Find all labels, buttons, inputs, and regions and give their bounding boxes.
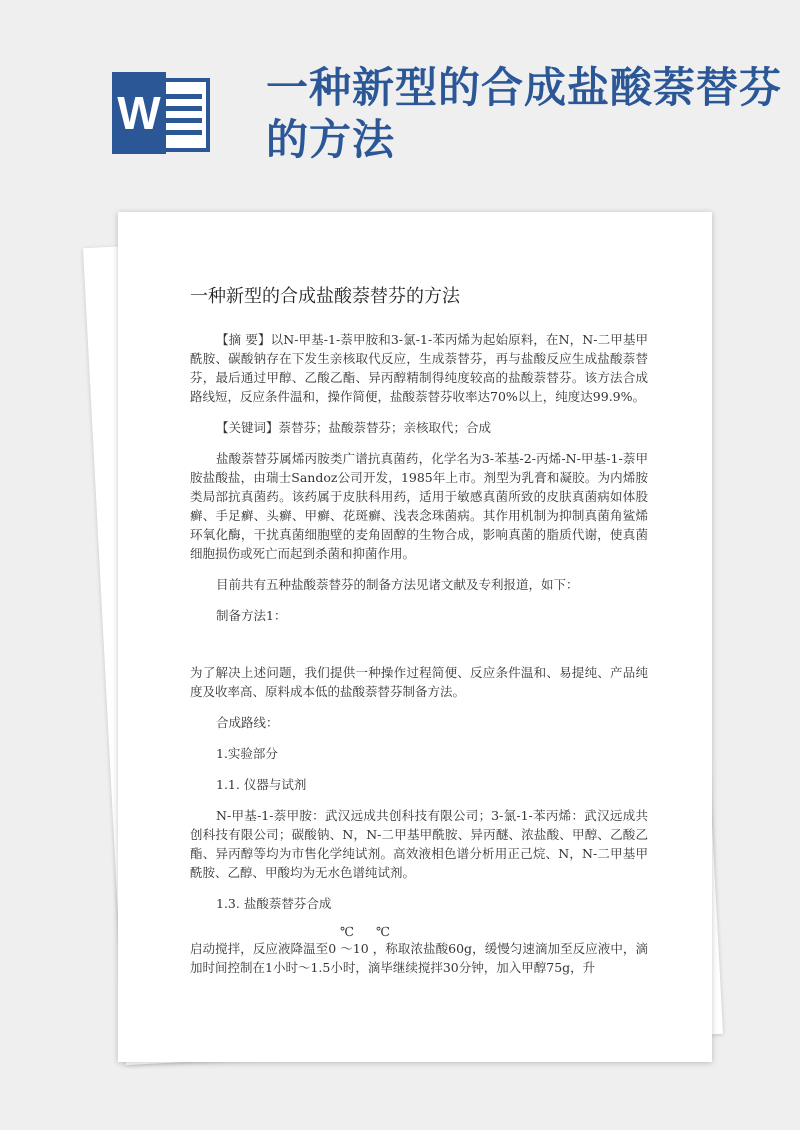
reagents-paragraph: N-甲基-1-萘甲胺：武汉远成共创科技有限公司；3-氯-1-苯丙烯：武汉远成共创科技有限公司；碳酸钠、N，N-二甲基甲酰胺、异丙醚、浓盐酸、甲醇、乙酸乙酯、异丙醇等均为市售化学纯试剂。高效液相色谱分析用正己烷、N，N-二甲基甲酰胺、乙醇、甲酸均为无水色谱纯试剂。: [190, 808, 648, 880]
route-label: 合成路线：: [216, 715, 279, 730]
temperature-units: [190, 925, 648, 939]
intro-paragraph: 盐酸萘替芬属烯丙胺类广谱抗真菌药，化学名为3-苯基-2-丙烯-N-甲基-1-萘甲胺盐酸盐，由瑞士Sandoz公司开发，1985年上市。剂型为乳膏和凝胶。为内烯胺类局部抗真菌药。该药属于皮肤科用药，适用于敏感真菌所致的皮肤真菌病如体股癣、手足癣、头癣、甲癣、花斑癣、浅表念珠菌病。其作用机制为抑制真菌角鲨烯环氧化酶，干扰真菌细胞壁的麦角固醇的生物合成，影响真菌的脂质代谢，使真菌细胞损伤或死亡而起到杀菌和抑菌作用。: [190, 451, 648, 561]
abstract-paragraph: 【摘 要】以N-甲基-1-萘甲胺和3-氯-1-苯丙烯为起始原料，在N，N-二甲基甲酰胺、碳酸钠存在下发生亲核取代反应，生成萘替芬，再与盐酸反应生成盐酸萘替芬，最后通过甲醇、乙酸乙酯、异丙醇精制得纯度较高的盐酸萘替芬。该方法合成路线短，反应条件温和，操作简便，盐酸萘替芬收率达70%以上，纯度达99.9%。: [190, 332, 648, 404]
subsection-heading: 1.3. 盐酸萘替芬合成: [216, 896, 332, 911]
procedure-paragraph: 启动搅拌，反应液降温至0 ～10 ，称取浓盐酸60g，缓慢匀速滴加至反应液中，滴加时间控制在1小时～1.5小时，滴毕继续搅拌30分钟，加入甲醇75g，升: [190, 941, 648, 975]
temp-unit: ℃: [340, 924, 354, 939]
temp-unit: ℃: [376, 924, 390, 939]
document-title: 一种新型的合成盐酸萘替芬的方法: [190, 286, 460, 307]
word-badge: W: [112, 72, 166, 154]
section-heading: 1.实验部分: [216, 746, 278, 761]
word-icon: [112, 72, 212, 154]
method-1-label: 制备方法1：: [216, 608, 287, 623]
banner-title: 一种新型的合成盐酸萘替芬的方法: [266, 63, 783, 164]
solution-paragraph: 为了解决上述问题，我们提供一种操作过程简便、反应条件温和、易提纯、产品纯度及收率高、原料成本低的盐酸萘替芬制备方法。: [190, 665, 648, 699]
header-banner: [0, 0, 800, 200]
keywords-paragraph: 【关键词】萘替芬；盐酸萘替芬；亲核取代；合成: [216, 420, 492, 435]
subsection-heading: 1.1. 仪器与试剂: [216, 777, 307, 792]
document-body: [190, 330, 648, 989]
document-page: [118, 212, 712, 1062]
methods-intro: 目前共有五种盐酸萘替芬的制备方法见诸文献及专利报道，如下：: [216, 577, 579, 592]
